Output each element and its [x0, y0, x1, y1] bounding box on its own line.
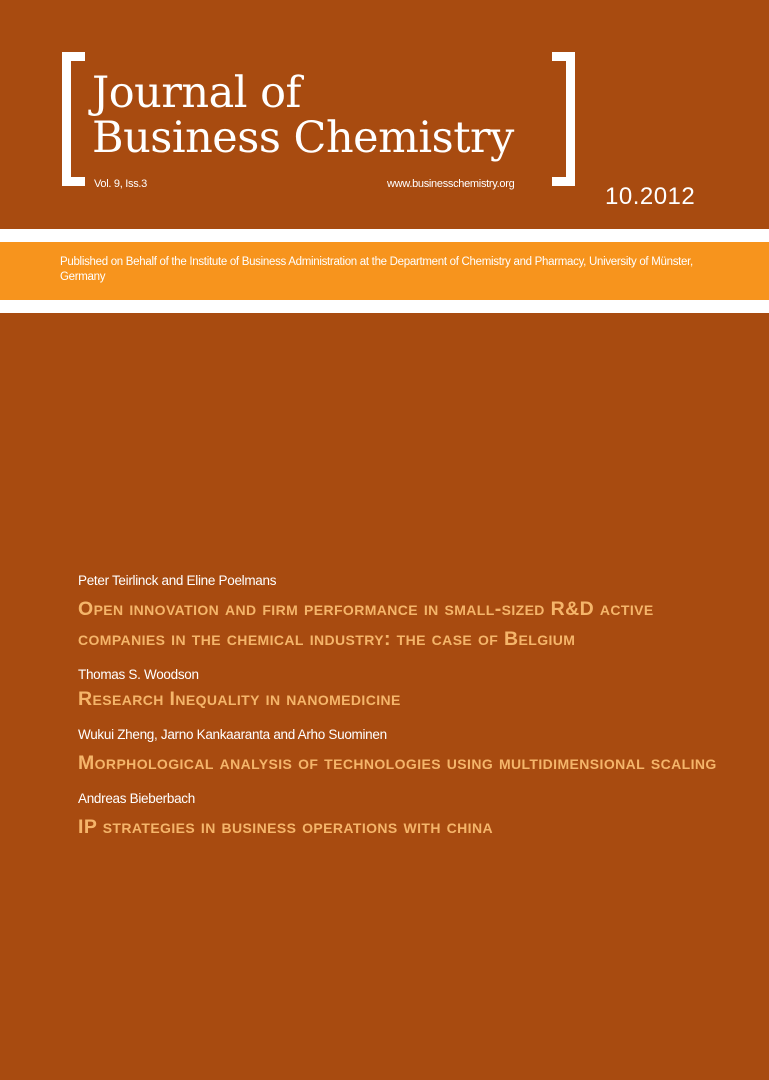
article-authors: Andreas Bieberbach — [78, 791, 195, 806]
article-title: Research Inequality in nanomedicine — [78, 688, 401, 710]
article-entry — [78, 666, 718, 714]
divider-stripe — [0, 229, 769, 242]
left-bracket-decoration — [62, 52, 85, 186]
volume-issue: Vol. 9, Iss.3 — [90, 178, 151, 190]
article-authors: Thomas S. Woodson — [78, 667, 199, 682]
publisher-note: Published on Behalf of the Institute of Business Administration at the Department of Chemistry and Pharmacy, University of Münster, Germany — [60, 256, 693, 283]
article-authors: Peter Teirlinck and Eline Poelmans — [78, 573, 277, 588]
article-title: Open innovation and firm performance in small-sized R&D active companies in the chemical industry: the case of Belgium — [78, 598, 654, 650]
website-url: www.businesschemistry.org — [383, 178, 518, 190]
article-authors: Wukui Zheng, Jarno Kankaaranta and Arho Suominen — [78, 727, 387, 742]
journal-title-line2: Business Chemistry — [92, 113, 514, 163]
publisher-band — [0, 242, 769, 300]
divider-stripe — [0, 300, 769, 313]
article-title: IP strategies in business operations with china — [78, 816, 493, 838]
issue-date: 10.2012 — [605, 183, 696, 210]
article-title: Morphological analysis of technologies using multidimensional scaling — [78, 752, 717, 774]
article-entry — [78, 790, 718, 842]
article-entry — [78, 572, 718, 654]
article-list — [78, 572, 718, 854]
journal-title-line1: Journal of — [92, 68, 301, 118]
right-bracket-decoration — [552, 52, 575, 186]
article-entry — [78, 726, 718, 778]
